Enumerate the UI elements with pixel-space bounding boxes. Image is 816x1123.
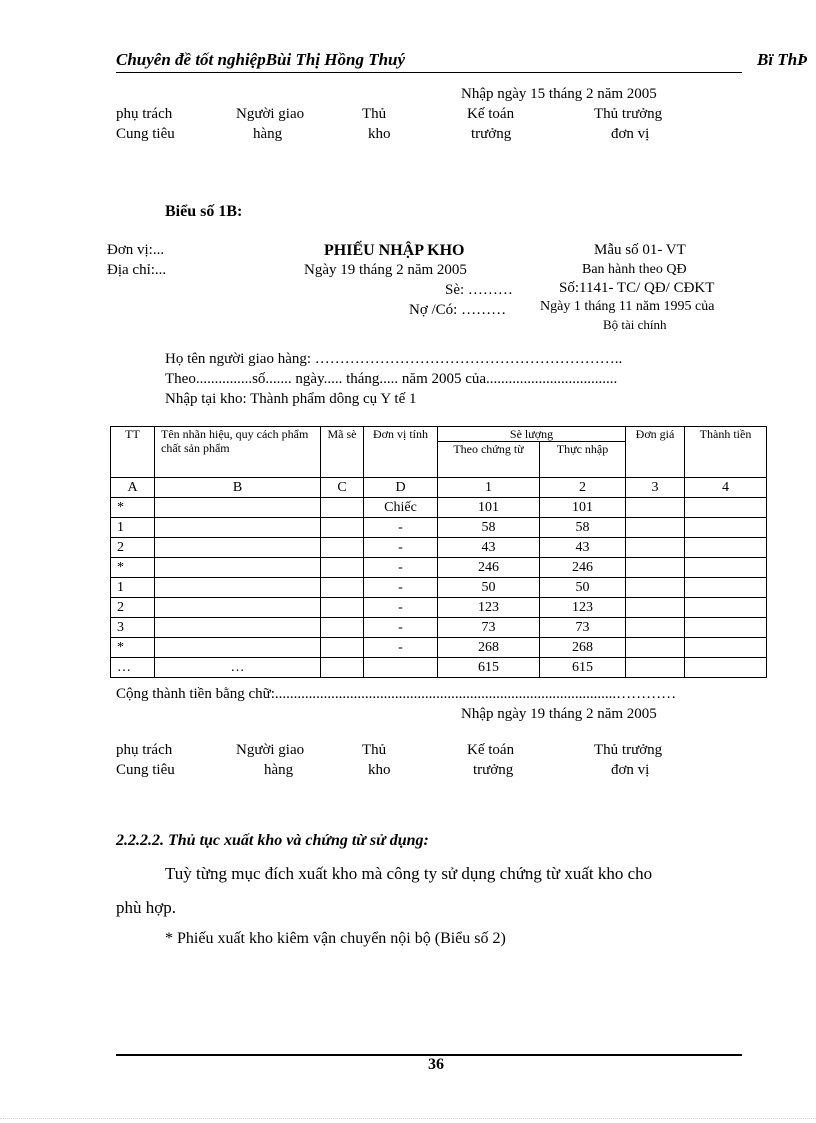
cell-ma — [321, 518, 364, 538]
form-nguoi-giao: Họ tên người giao hàng: …………………………………………………….. — [165, 351, 623, 367]
cell-theo-ct: 615 — [438, 658, 540, 678]
cell-don-gia — [626, 598, 685, 618]
sig-label: trưởng — [471, 126, 512, 142]
sig-label: Cung tiêu — [116, 126, 175, 142]
form-nhap-tai: Nhập tại kho: Thành phẩm dông cụ Y tế 1 — [165, 391, 417, 407]
sig-label: trưởng — [473, 762, 514, 778]
cell-don-gia — [626, 558, 685, 578]
cell-dvt: - — [364, 558, 438, 578]
code-cell: D — [364, 478, 438, 498]
sig-label: kho — [368, 762, 391, 778]
cell-thanh-tien — [685, 498, 767, 518]
cell-ten: … — [155, 658, 321, 678]
form-no-co: Nợ /Có: ……… — [409, 302, 507, 318]
cell-theo-ct: 268 — [438, 638, 540, 658]
cell-thuc-nhap: 43 — [540, 538, 626, 558]
sig-label: đơn vị — [611, 126, 650, 142]
cell-dvt: - — [364, 578, 438, 598]
cell-thanh-tien — [685, 538, 767, 558]
cell-theo-ct: 58 — [438, 518, 540, 538]
form-theo: Theo...............số....... ngày..... tháng..... năm 2005 của................................... — [165, 371, 618, 387]
cell-thanh-tien — [685, 638, 767, 658]
cell-ten — [155, 578, 321, 598]
cell-ten — [155, 518, 321, 538]
cell-ma — [321, 578, 364, 598]
running-header-title: Chuyên đề tốt nghiệpBùi Thị Hồng Thuý — [116, 50, 406, 69]
header-theo-chung-tu: Theo chứng từ — [438, 442, 540, 478]
table-row — [111, 658, 767, 678]
cell-thanh-tien — [685, 598, 767, 618]
form-date: Ngày 19 tháng 2 năm 2005 — [304, 262, 467, 278]
form-ngay-qd: Ngày 1 tháng 11 năm 1995 của — [540, 299, 715, 314]
cell-thuc-nhap: 58 — [540, 518, 626, 538]
sig-label: Thủ — [362, 742, 387, 758]
cell-thuc-nhap: 123 — [540, 598, 626, 618]
cell-don-gia — [626, 538, 685, 558]
receipt-table — [110, 426, 767, 678]
table-row — [111, 638, 767, 658]
cell-tt: * — [111, 498, 155, 518]
sig-label: Kế toán — [467, 742, 515, 758]
cell-theo-ct: 43 — [438, 538, 540, 558]
code-cell: B — [155, 478, 321, 498]
cell-dvt: - — [364, 538, 438, 558]
table-row — [111, 518, 767, 538]
code-cell: 4 — [685, 478, 767, 498]
cell-dvt: - — [364, 518, 438, 538]
cell-dvt: - — [364, 598, 438, 618]
cell-ten — [155, 638, 321, 658]
code-cell: C — [321, 478, 364, 498]
cell-thuc-nhap: 73 — [540, 618, 626, 638]
page-edge-divider — [0, 1118, 816, 1119]
sig-label: Thủ trưởng — [594, 106, 663, 122]
header-so-luong: Sè lượng — [438, 427, 626, 442]
cell-ma — [321, 618, 364, 638]
code-cell: 2 — [540, 478, 626, 498]
bieu-so-label: Biểu số 1B: — [165, 203, 243, 220]
cell-thanh-tien — [685, 518, 767, 538]
form-address: Địa chỉ:... — [107, 262, 167, 278]
cell-tt: * — [111, 638, 155, 658]
cell-don-gia — [626, 518, 685, 538]
header-thanh-tien: Thành tiền — [685, 427, 767, 478]
sig-label: hàng — [253, 126, 283, 142]
cell-ma — [321, 598, 364, 618]
bottom-date-line: Nhập ngày 19 tháng 2 năm 2005 — [461, 706, 657, 722]
sig-label: Thủ trưởng — [594, 742, 663, 758]
sig-label: phụ trách — [116, 106, 173, 122]
cell-thanh-tien — [685, 558, 767, 578]
sig-label: Người giao — [236, 106, 305, 122]
header-ten: Tên nhãn hiệu, quy cách phẩm chất sản phẩm — [155, 427, 321, 478]
cell-theo-ct: 73 — [438, 618, 540, 638]
form-title: PHIẾU NHẬP KHO — [324, 242, 465, 259]
cell-dvt: Chiếc — [364, 498, 438, 518]
cell-dvt — [364, 658, 438, 678]
sig-label: đơn vị — [611, 762, 650, 778]
sig-label: kho — [368, 126, 391, 142]
section-heading: 2.2.2.2. Thủ tục xuất kho và chứng từ sử dụng: — [116, 832, 429, 849]
paragraph-line: Tuỳ từng mục đích xuất kho mà công ty sử dụng chứng từ xuất kho cho — [165, 864, 653, 883]
cell-thuc-nhap: 50 — [540, 578, 626, 598]
cell-dvt: - — [364, 618, 438, 638]
sig-label: Kế toán — [467, 106, 515, 122]
cong-thanh-tien: Cộng thành tiền bằng chữ:...........................................................................................………… — [116, 686, 677, 702]
cell-theo-ct: 50 — [438, 578, 540, 598]
cell-thanh-tien — [685, 618, 767, 638]
cell-don-gia — [626, 578, 685, 598]
form-ban-hanh: Ban hành theo QĐ — [582, 262, 687, 277]
form-so-qd: Số:1141- TC/ QĐ/ CĐKT — [559, 280, 715, 296]
header-don-gia: Đơn giá — [626, 427, 685, 478]
header-don-vi: Đơn vị tính — [364, 427, 438, 478]
sig-label: phụ trách — [116, 742, 173, 758]
cell-tt: 2 — [111, 538, 155, 558]
cell-ten — [155, 498, 321, 518]
cell-don-gia — [626, 658, 685, 678]
cell-ma — [321, 538, 364, 558]
cell-ma — [321, 658, 364, 678]
cell-ma — [321, 498, 364, 518]
sig-label: Cung tiêu — [116, 762, 175, 778]
cell-thuc-nhap: 101 — [540, 498, 626, 518]
cell-tt: … — [111, 658, 155, 678]
cell-ten — [155, 558, 321, 578]
table-row — [111, 578, 767, 598]
header-rule — [116, 72, 742, 73]
cell-don-gia — [626, 638, 685, 658]
cell-theo-ct: 246 — [438, 558, 540, 578]
code-cell: A — [111, 478, 155, 498]
table-row — [111, 598, 767, 618]
form-so: Sè: ……… — [445, 282, 513, 298]
cell-thuc-nhap: 246 — [540, 558, 626, 578]
code-row — [111, 478, 767, 498]
cell-tt: 2 — [111, 598, 155, 618]
cell-tt: * — [111, 558, 155, 578]
sig-label: hàng — [264, 762, 294, 778]
top-date-line: Nhập ngày 15 tháng 2 năm 2005 — [461, 86, 657, 102]
sig-label: Thủ — [362, 106, 387, 122]
cell-ma — [321, 638, 364, 658]
form-mau-so: Mẫu số 01- VT — [594, 242, 686, 258]
cell-tt: 1 — [111, 578, 155, 598]
cell-thuc-nhap: 268 — [540, 638, 626, 658]
header-tt: TT — [111, 427, 155, 478]
cell-theo-ct: 101 — [438, 498, 540, 518]
page-number: 36 — [428, 1056, 444, 1073]
paragraph-line: phù hợp. — [116, 898, 176, 917]
cell-dvt: - — [364, 638, 438, 658]
cell-ma — [321, 558, 364, 578]
cell-theo-ct: 123 — [438, 598, 540, 618]
cell-don-gia — [626, 498, 685, 518]
header-ma-so: Mã sè — [321, 427, 364, 478]
table-row — [111, 618, 767, 638]
cell-ten — [155, 598, 321, 618]
cell-thanh-tien — [685, 578, 767, 598]
cell-thanh-tien — [685, 658, 767, 678]
sig-label: Người giao — [236, 742, 305, 758]
cell-ten — [155, 618, 321, 638]
header-thuc-nhap: Thực nhập — [540, 442, 626, 478]
form-bo: Bộ tài chính — [603, 317, 667, 332]
cell-thuc-nhap: 615 — [540, 658, 626, 678]
form-unit: Đơn vị:... — [107, 242, 165, 258]
cell-tt: 1 — [111, 518, 155, 538]
paragraph-line: * Phiếu xuất kho kiêm vận chuyển nội bộ (Biểu số 2) — [165, 930, 506, 947]
cell-tt: 3 — [111, 618, 155, 638]
cell-ten — [155, 538, 321, 558]
table-row — [111, 498, 767, 518]
table-row — [111, 538, 767, 558]
cell-don-gia — [626, 618, 685, 638]
running-header-author: Bï ThÞ — [757, 50, 808, 69]
code-cell: 1 — [438, 478, 540, 498]
table-row — [111, 558, 767, 578]
code-cell: 3 — [626, 478, 685, 498]
